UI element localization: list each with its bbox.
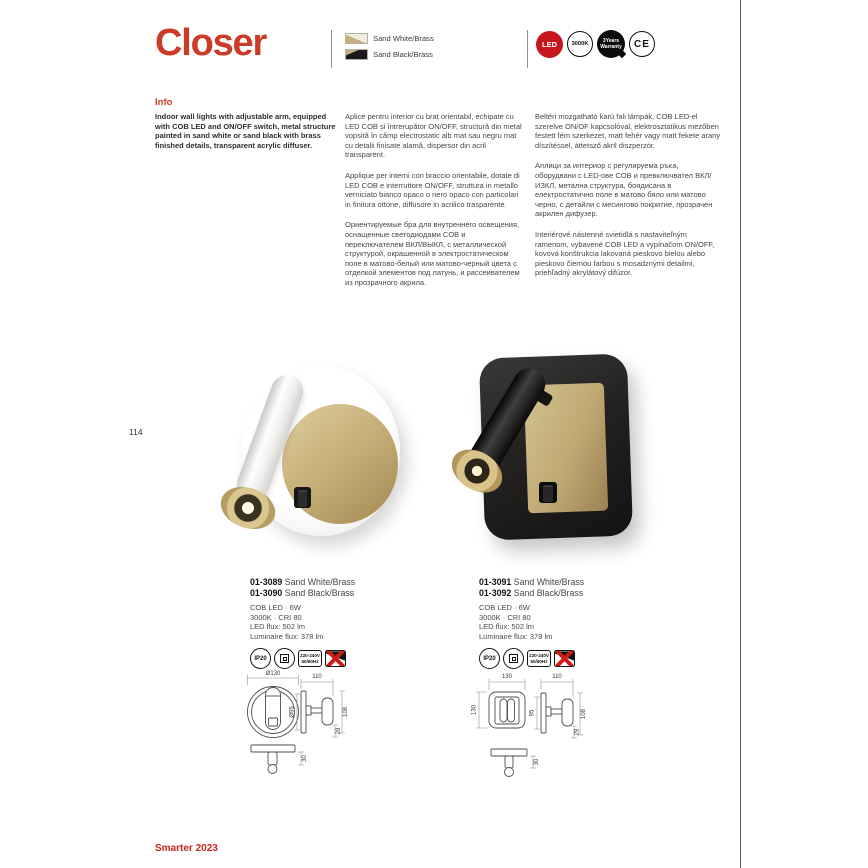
- spec-line: LED flux: 502 lm: [250, 622, 306, 632]
- description-sk: Interiérové nástenné svietidlá s nastaviteľným ramenom, vybavené COB LED a vypínačom ON/OFF, kovová konštrukcia lakovaná pieskovo bielou alebo pieskovo čiernou farbou s mosadznými detailmi, priehľadný akrylátový difúzor.: [535, 229, 715, 278]
- finish-label: Sand White/Brass: [373, 34, 434, 43]
- product-info-1: [250, 577, 425, 669]
- ce-mark-badge: CE: [629, 31, 655, 57]
- product-info-2: [479, 577, 654, 669]
- dimension-label: 30: [534, 758, 540, 766]
- product-finish: Sand White/Brass: [513, 577, 585, 587]
- description-column-1: [155, 112, 339, 150]
- product-finish: Sand White/Brass: [284, 577, 356, 587]
- spec-line: COB LED · 6W: [250, 603, 301, 612]
- product-code: 01-3089: [250, 577, 283, 587]
- non-dimmable-icon: [325, 650, 346, 667]
- variant-line: [479, 588, 654, 599]
- dimension-label: Ø95: [289, 706, 296, 718]
- description-column-3: [535, 112, 721, 278]
- spec-list: [250, 603, 425, 641]
- voltage-icon: [298, 650, 322, 667]
- color-temperature-badge: 3000K: [567, 31, 593, 57]
- frequency-value: 50/60Hz: [301, 658, 319, 664]
- footer-brand: Smarter 2023: [155, 843, 218, 854]
- dimension-label: 28: [336, 727, 342, 735]
- description-ru: Ориентируемые бра для внутреннего освещения, оснащенные светодиодами COB и переключателем ВКЛ/ВЫКЛ, с металлической структурой, окрашенной в электростатическом поле в матово-белый или матово-черный цвета с отделкой элементов под латунь, и рассеивателем из прозрачного акрила.: [345, 220, 520, 287]
- voltage-value: 220-240V: [300, 653, 320, 659]
- variant-line: [479, 577, 654, 588]
- onoff-switch: [294, 487, 311, 508]
- spec-line: 3000K · CRI 80: [250, 612, 302, 622]
- finish-list: [345, 33, 434, 60]
- product-code: 01-3090: [250, 588, 283, 598]
- spec-line: Luminaire flux: 378 lm: [250, 631, 324, 641]
- finish-row: [345, 49, 434, 60]
- frequency-value: 50/60Hz: [530, 658, 548, 664]
- led-badge: LED: [536, 31, 563, 58]
- spec-list: [479, 603, 654, 641]
- product-photo-round-lamp: [218, 360, 404, 560]
- description-en: Indoor wall lights with adjustable arm, equipped with COB LED and ON/OFF switch, metal structure painted in sand white or sand black with brass finished details, transparent acrylic diffuser.: [155, 112, 336, 150]
- dimension-label: 95: [529, 709, 536, 717]
- product-finish: Sand Black/Brass: [284, 588, 355, 598]
- dimension-label: 130: [501, 674, 513, 680]
- description-hu: Beltéri mozgatható karú fali lámpák, COB LED-el szerelve ON/OF kapcsolóval, elektrosztatikus mezőben festett fém szerkezet, matt fehér vagy matt fekete arany díszítéssel, áttetsző akril diszperzór.: [535, 112, 721, 150]
- dimension-label: Ø130: [265, 671, 281, 677]
- dimension-label: 30: [302, 755, 308, 762]
- certification-badges: [536, 30, 655, 58]
- description-ro: Aplice pentru interior cu braț orientabil, echipate cu LED COB și întrerupător ON/OFF, structură din metal vopsită în câmp electrostatic alb mat sau negru mat cu detalii finisate alamă, dispersor din acril transparent.: [345, 112, 522, 160]
- onoff-switch: [539, 482, 557, 503]
- header-divider: [527, 30, 528, 68]
- description-column-2: [345, 112, 526, 288]
- tech-drawing-square-lamp: [463, 666, 595, 778]
- product-code: 01-3091: [479, 577, 512, 587]
- warranty-word: Warranty: [600, 44, 622, 50]
- variant-line: [250, 577, 425, 588]
- dimension-label: 130: [471, 704, 478, 716]
- page-edge-line: [740, 0, 741, 868]
- spec-line: COB LED · 6W: [479, 603, 530, 612]
- warranty-badge: [597, 30, 625, 58]
- dimension-label: 110: [312, 674, 322, 680]
- tech-drawing-round-lamp: [237, 666, 357, 778]
- finish-label: Sand Black/Brass: [373, 50, 433, 59]
- spec-line: Luminaire flux: 378 lm: [479, 631, 553, 641]
- finish-swatch-black-brass: [345, 49, 368, 60]
- ip-rating-icon: IP20: [250, 648, 271, 669]
- product-code: 01-3092: [479, 588, 512, 598]
- header-divider: [331, 30, 332, 68]
- dimension-label: 28: [574, 728, 581, 736]
- page-number: 114: [129, 427, 143, 437]
- dimension-label: 108: [343, 706, 349, 718]
- description-it: Applique per interni con braccio orientabile, dotate di LED COB e interruttore ON/OFF, struttura in metallo verniciato bianco opaco o nero opaco con particolari in finitura ottone, diffusore in acrilico trasparente.: [345, 170, 520, 209]
- non-dimmable-icon: [554, 650, 575, 667]
- finish-swatch-white-brass: [345, 33, 368, 44]
- dimension-label: 108: [581, 708, 587, 720]
- description-bg: Аплици за интериор с регулируема ръка, оборудвани с LED-ове COB и превключвател ВКЛ/ИЗКЛ, метална структура, боядисана в електростатично поле в матово бяло или матово черно, с детайли с месингово покритие, прозрачен акрилен дифузер.: [535, 161, 713, 219]
- spec-line: LED flux: 502 lm: [479, 622, 535, 632]
- finish-row: [345, 33, 434, 44]
- product-finish: Sand Black/Brass: [513, 588, 584, 598]
- ip-rating-icon: IP20: [479, 648, 500, 669]
- variant-line: [250, 588, 425, 599]
- voltage-icon: [527, 650, 551, 667]
- warranty-years: 3Years: [602, 38, 620, 44]
- product-photo-square-lamp: [442, 346, 640, 560]
- dimension-label: 110: [552, 674, 562, 680]
- info-heading: Info: [155, 97, 173, 108]
- voltage-value: 220-240V: [529, 653, 549, 659]
- spec-line: 3000K · CRI 80: [479, 612, 531, 622]
- product-title: Closer: [155, 22, 267, 64]
